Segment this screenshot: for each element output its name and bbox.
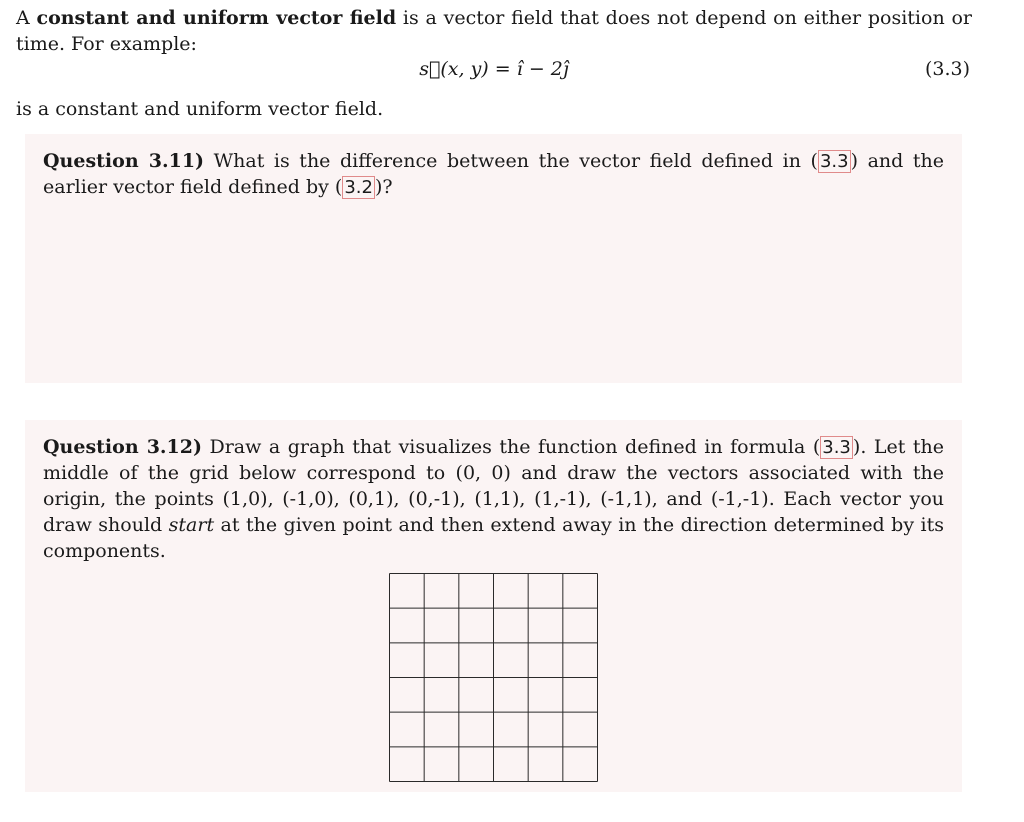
equation-lhs: s⃗(x, y) (419, 58, 489, 80)
question-3-12-text-d: at the given point and then extend away in the direction determined by its components. (43, 514, 944, 562)
question-3-12-label: Question 3.12) (43, 436, 202, 458)
equation-3-3 (16, 58, 972, 86)
question-3-12-text-a: Draw a graph that visualizes the function defined in formula (201, 436, 813, 458)
equation-ref-3-2-link[interactable]: 3.2 (344, 177, 373, 198)
equation-rhs: î − 2ĵ (516, 58, 569, 80)
question-3-12-emphasis: start (168, 514, 215, 536)
question-3-12-text: Question 3.12) Draw a graph that visualizes the function defined in formula ( 3.3 ). Let the middle of the grid below correspond to (0, 0) and draw the vectors associated with the origin, the points (1,0), (-1,0), (0,1), (0,-1), (1,1), (1,-1), (-1,1), and (-1,-1). Each vector you draw should start at the given point and then extend away in the direction determined by its components. (43, 436, 944, 562)
intro-lead: A (16, 7, 37, 29)
question-3-12-text-c: and draw the vectors associated with the origin, the points (1,0), (-1,0), (0,1), (0,-1), (1,1), (1,-1), (-1,1), and (-1,-1). Each vector you draw should (43, 462, 944, 536)
question-3-11-text-b: and the earlier vector field defined by (43, 150, 944, 198)
question-3-11-text: Question 3.11) What is the difference between the vector field defined in ( 3.3 ) and the earlier vector field defined by ( 3.2 )? (43, 150, 944, 198)
question-3-11-label: Question 3.11) (43, 150, 205, 172)
equation-number: (3.3) (924, 58, 970, 80)
intro-rest: is a vector field that does not depend on either position or time. For example: (16, 7, 972, 55)
origin-coordinate: (0, 0) (455, 462, 511, 484)
question-3-11-text-a: What is the difference between the vector field defined in (204, 150, 811, 172)
equation-ref-3-3-link-2[interactable]: 3.3 (822, 437, 851, 458)
after-equation-paragraph: is a constant and uniform vector field. (16, 98, 384, 120)
question-3-11-text-c: ? (382, 176, 393, 198)
equation-ref-3-3-link[interactable]: 3.3 (819, 151, 849, 172)
equation-body (16, 58, 972, 80)
question-3-12-text-b: . Let the middle of the grid below correspond to (43, 436, 944, 484)
intro-term: constant and uniform vector field (36, 7, 397, 29)
question-3-11-box (25, 134, 962, 383)
drawing-grid[interactable] (389, 573, 598, 782)
equation-equals: = (488, 58, 517, 80)
intro-paragraph (16, 5, 972, 57)
